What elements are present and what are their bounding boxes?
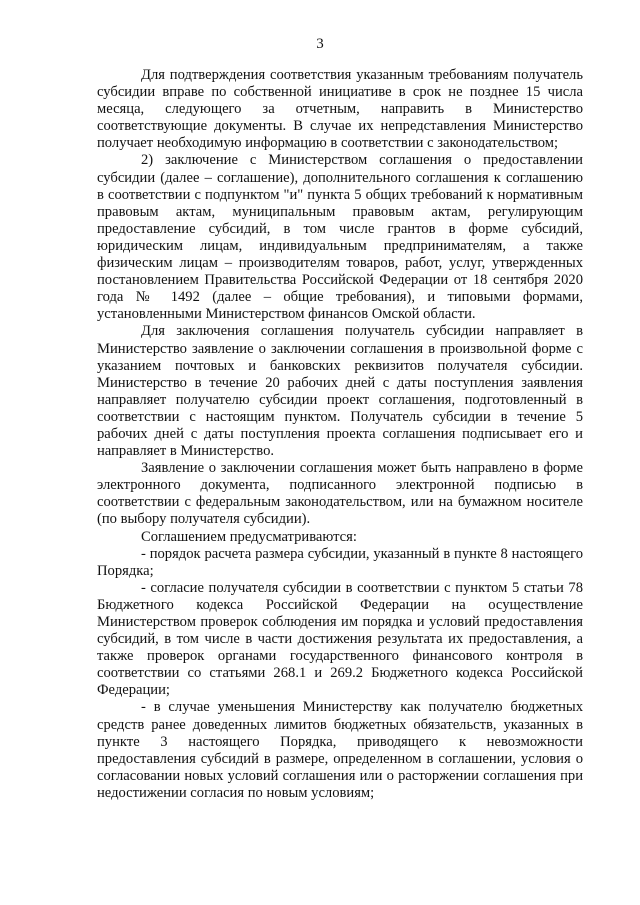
paragraph-agreement-application: Для заключения соглашения получатель субсидии направляет в Министерство заявление о заключении соглашения в произвольной форме с указанием почтовых и банковских реквизитов получателя субсидии. Министерство в течение 20 рабочих дней с даты поступления заявления направляет получателю субсидии проект соглашения, подготовленный в соответствии с настоящим пунктом. Получатель субсидии в течение 5 рабочих дней с даты поступления проекта соглашения подписывает его и направляет в Министерство.: [97, 323, 583, 460]
paragraph-electronic-application: Заявление о заключении соглашения может быть направлено в форме электронного документа, подписанного электронной подписью в соответствии с федеральным законодательством, или на бумажном носителе (по выбору получателя субсидии).: [97, 460, 583, 528]
list-item-inspection-consent: - согласие получателя субсидии в соответствии с пунктом 5 статьи 78 Бюджетного кодекса Российской Федерации на осуществление Министерством проверок соблюдения им порядка и условий предоставления субсидий, в том числе в части достижения результата их предоставления, а также проверок органами государственного финансового контроля в соответствии со статьями 268.1 и 269.2 Бюджетного кодекса Российской Федерации;: [97, 579, 583, 699]
paragraph-agreement-provisions: Соглашением предусматриваются:: [141, 528, 357, 545]
list-item-limit-reduction: - в случае уменьшения Министерству как получателю бюджетных средств ранее доведенных лимитов бюджетных обязательств, указанных в пункте 3 настоящего Порядка, приводящего к невозможности предоставления субсидий в размере, определенном в соглашении, условия о согласовании новых условий соглашения или о расторжении соглашения при недостижении согласия по новым условиям;: [97, 699, 583, 801]
paragraph-confirmation-documents: Для подтверждения соответствия указанным требованиям получатель субсидии вправе по собственной инициативе в срок не позднее 15 числа месяца, следующего за отчетным, направить в Министерство соответствующие документы. В случае их непредставления Министерство получает необходимую информацию в соответствии с законодательством;: [97, 67, 583, 152]
paragraph-agreement-conclusion: 2) заключение с Министерством соглашения о предоставлении субсидии (далее – соглашение), дополнительного соглашения к соглашению в соответствии с подпунктом "и" пункта 5 общих требований к нормативным правовым актам, муниципальным правовым актам, регулирующим предоставление субсидий, в том числе грантов в форме субсидий, юридическим лицам, индивидуальным предпринимателям, а также физическим лицам – производителям товаров, работ, услуг, утвержденных постановлением Правительства Российской Федерации от 18 сентября 2020 года № 1492 (далее – общие требования), и типовыми формами, установленными Министерством финансов Омской области.: [97, 152, 583, 323]
list-item-calculation-procedure: - порядок расчета размера субсидии, указанный в пункте 8 настоящего Порядка;: [97, 545, 583, 579]
page-number: 3: [316, 36, 324, 52]
document-body: [97, 67, 583, 802]
